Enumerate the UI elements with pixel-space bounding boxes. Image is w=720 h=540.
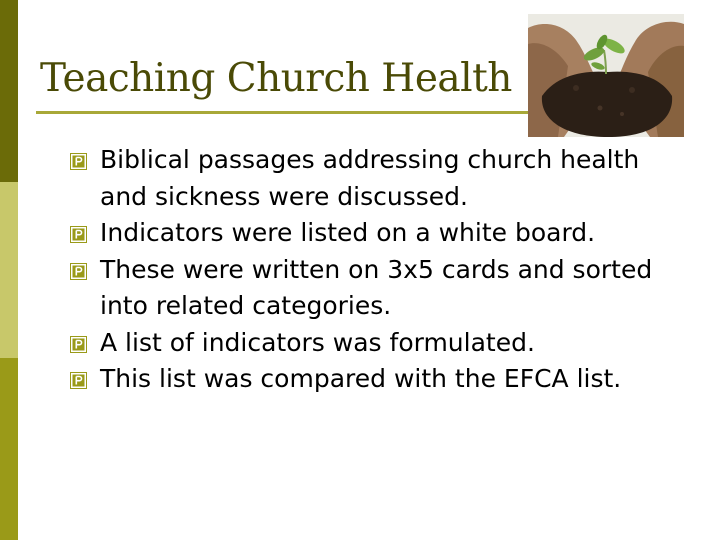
square-p-bullet-icon bbox=[70, 226, 87, 243]
bullet-list bbox=[70, 142, 670, 398]
square-p-bullet-icon bbox=[70, 263, 87, 280]
bullet-text: These were written on 3x5 cards and sorted into related categories. bbox=[100, 254, 653, 320]
list-item bbox=[70, 325, 670, 362]
slide-title: Teaching Church Health bbox=[40, 56, 512, 101]
sidebar-block-light bbox=[0, 182, 18, 358]
sidebar-band bbox=[0, 0, 18, 540]
sidebar-block-dark bbox=[0, 0, 18, 182]
list-item bbox=[70, 252, 670, 325]
bullet-text: Biblical passages addressing church health and sickness were discussed. bbox=[100, 145, 640, 211]
list-item bbox=[70, 215, 670, 252]
list-item bbox=[70, 361, 670, 398]
list-item bbox=[70, 142, 670, 215]
bullet-text: Indicators were listed on a white board. bbox=[100, 218, 596, 247]
bullet-text: This list was compared with the EFCA list. bbox=[100, 364, 622, 393]
seedling-photo bbox=[528, 14, 684, 137]
hands-soil-seedling-image bbox=[528, 14, 684, 137]
sidebar-block-mid bbox=[0, 358, 18, 540]
bullet-text: A list of indicators was formulated. bbox=[100, 327, 535, 357]
square-p-bullet-icon bbox=[70, 372, 87, 389]
square-p-bullet-icon bbox=[70, 153, 87, 170]
square-p-bullet-icon bbox=[70, 336, 87, 353]
title-underline bbox=[36, 111, 530, 114]
